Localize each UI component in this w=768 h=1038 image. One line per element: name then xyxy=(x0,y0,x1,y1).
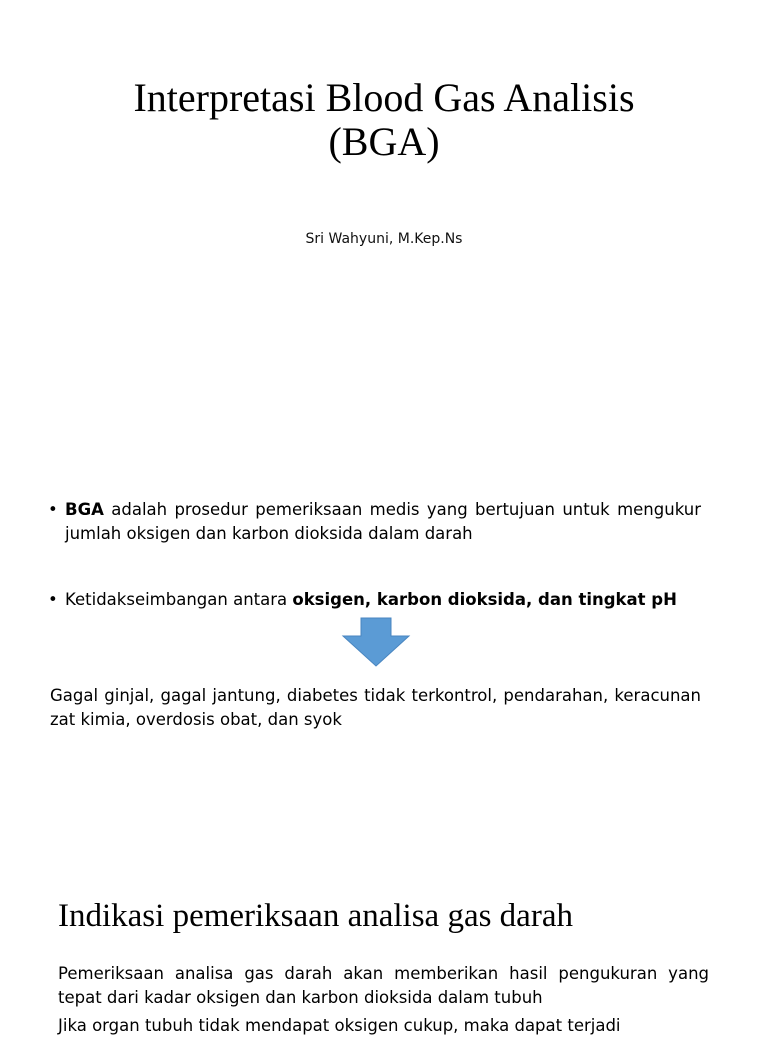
bga-definition-slide xyxy=(0,440,768,880)
author-name: Sri Wahyuni, M.Kep.Ns xyxy=(305,231,463,247)
slide-paragraph-continued: Jika organ tubuh tidak mendapat oksigen cukup, maka dapat terjadi xyxy=(58,1016,621,1035)
imbalance-factors: oksigen, karbon dioksida, dan tingkat pH xyxy=(292,590,677,609)
title-slide xyxy=(0,0,768,440)
presentation-title xyxy=(40,76,728,164)
bga-term: BGA xyxy=(65,500,104,519)
bga-description: adalah prosedur pemeriksaan medis yang bertujuan untuk mengukur jumlah oksigen dan karbon dioksida dalam darah xyxy=(65,500,701,543)
bullet-dot: • xyxy=(48,500,58,519)
slide-paragraph: Pemeriksaan analisa gas darah akan memberikan hasil pengukuran yang tepat dari kadar oksigen dan karbon dioksida dalam tubuh xyxy=(58,964,709,1007)
bullet-bga-definition xyxy=(48,498,701,546)
bullet-text xyxy=(65,498,701,546)
arrow-down-icon xyxy=(343,618,409,666)
consequence-text: Gagal ginjal, gagal jantung, diabetes tidak terkontrol, pendarahan, keracunan zat kimia, overdosis obat, dan syok xyxy=(50,686,701,729)
bullet-text xyxy=(65,588,701,612)
bullet-dot: • xyxy=(48,590,58,609)
bullet-imbalance xyxy=(48,588,701,612)
title-line-2: (BGA) xyxy=(328,119,440,164)
indication-slide xyxy=(0,880,768,1035)
slide-heading: Indikasi pemeriksaan analisa gas darah xyxy=(58,898,573,934)
imbalance-text: Ketidakseimbangan antara xyxy=(65,590,293,609)
title-line-1: Interpretasi Blood Gas Analisis xyxy=(133,75,635,120)
